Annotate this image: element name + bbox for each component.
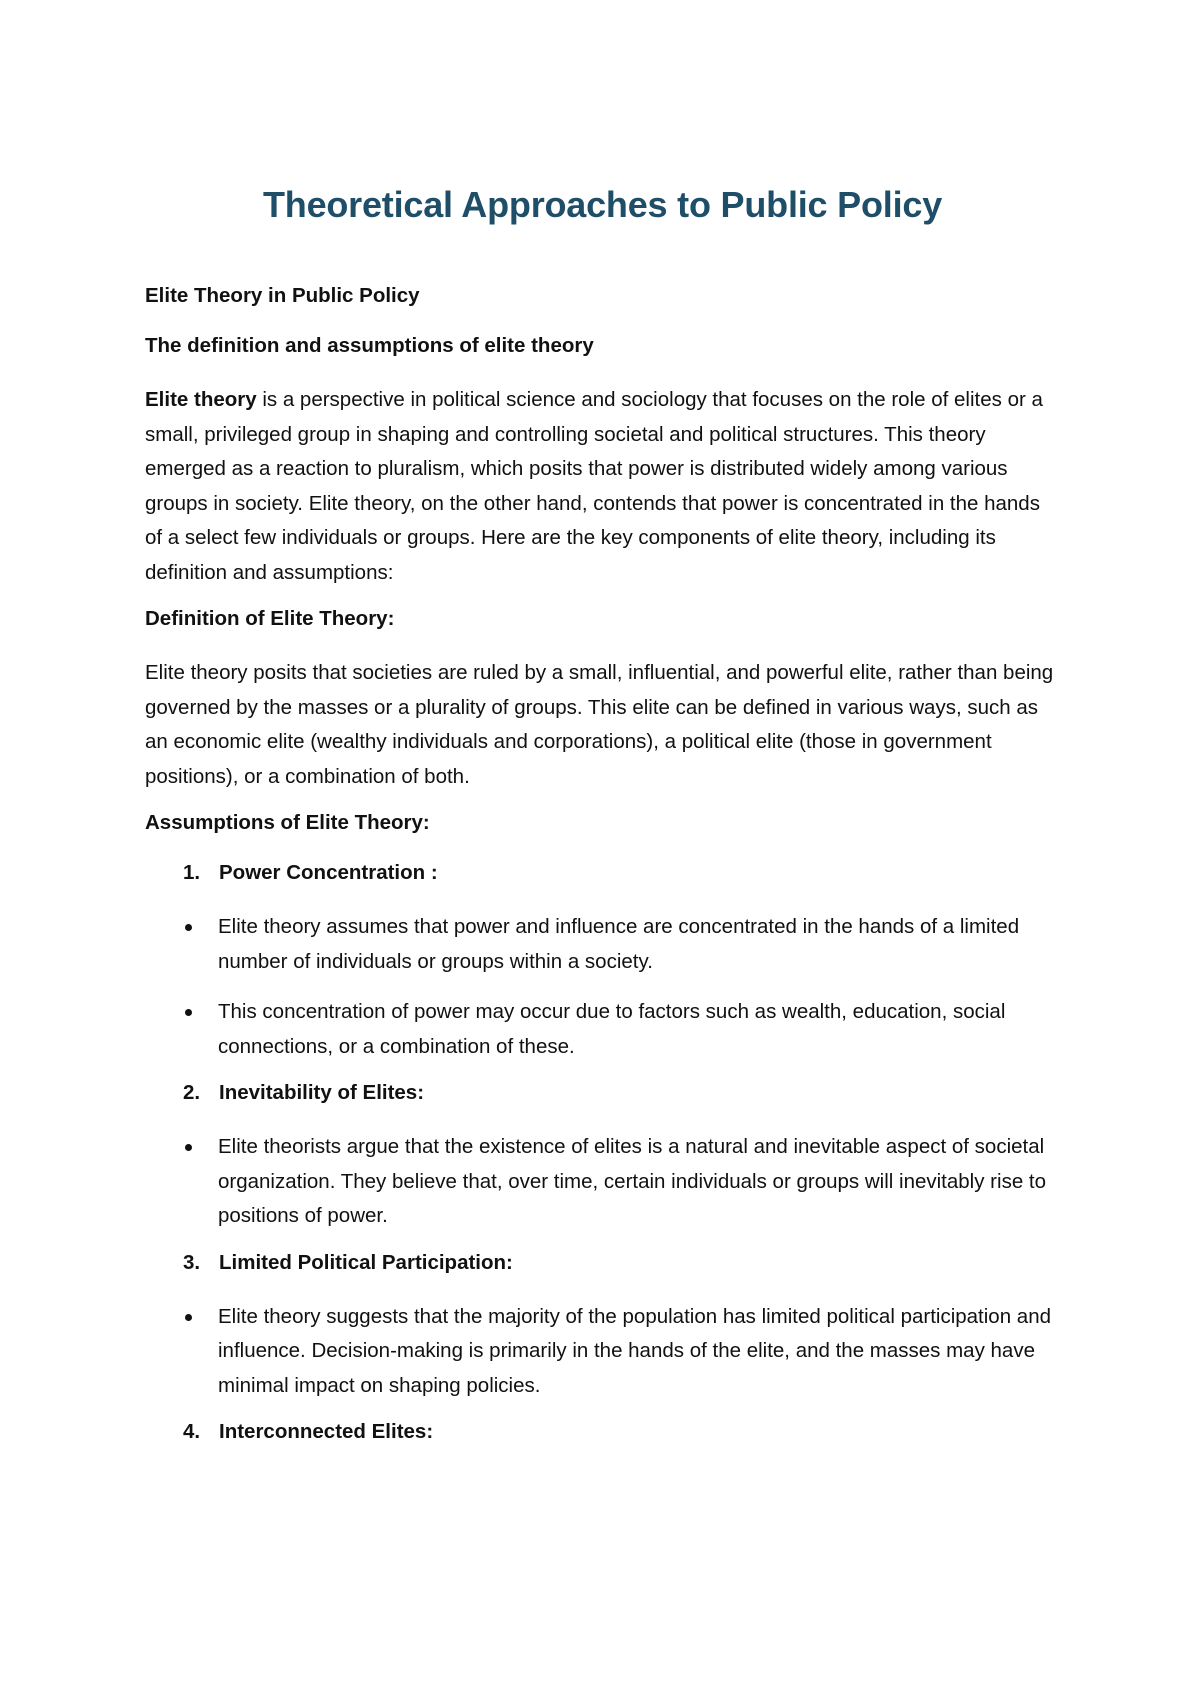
assumption-item: [145, 860, 1060, 886]
intro-bold-lead: Elite theory: [145, 388, 257, 411]
bullet-icon: [145, 910, 218, 979]
bullet-icon: [145, 995, 218, 1064]
subheading: The definition and assumptions of elite theory: [145, 334, 594, 357]
bullet-text: Elite theory suggests that the majority of the population has limited political participation and influence. Decision-making is primarily in the hands of the elite, and the masses may have minimal impact on shaping policies.: [218, 1304, 1052, 1397]
assumption-item: [145, 1419, 1060, 1445]
assumption-number: 1.: [183, 861, 201, 884]
bullet-text: This concentration of power may occur due to factors such as wealth, education, social connections, or a combination of these.: [218, 1000, 1006, 1058]
section-heading: Elite Theory in Public Policy: [145, 284, 420, 307]
assumption-label: Power Concentration :: [219, 861, 438, 884]
assumption-label: Interconnected Elites:: [219, 1420, 434, 1443]
definition-paragraph: Elite theory posits that societies are ruled by a small, influential, and powerful elite, rather than being governed by the masses or a plurality of groups. This elite can be defined in various ways, such as an economic elite (wealthy individuals and corporations), a political elite (those in government positions), or a combination of both.: [145, 661, 1054, 788]
document-title: Theoretical Approaches to Public Policy: [262, 184, 943, 225]
assumption-label: Limited Political Participation:: [219, 1250, 513, 1274]
assumption-item: [145, 1080, 1060, 1106]
bullet-item: [145, 1300, 1060, 1404]
intro-text: is a perspective in political science and sociology that focuses on the role of elites or a small, privileged group in shaping and controlling societal and political structures. This theory emerged as a reaction to pluralism, which posits that power is distributed widely among various groups in society. Elite theory, on the other hand, contends that power is concentrated in the hands of a select few individuals or groups. Here are the key components of elite theory, including its definition and assumptions:: [145, 388, 1043, 584]
intro-paragraph: [145, 383, 1060, 590]
assumption-number: 2.: [183, 1081, 201, 1104]
bullet-item: [145, 910, 1060, 979]
definition-heading: Definition of Elite Theory:: [145, 607, 395, 630]
bullet-icon: [145, 1130, 218, 1234]
bullet-text: Elite theory assumes that power and influence are concentrated in the hands of a limited number of individuals or groups within a society.: [218, 915, 1020, 973]
assumption-number: 3.: [183, 1250, 201, 1274]
bullet-text: Elite theorists argue that the existence of elites is a natural and inevitable aspect of societal organization. They believe that, over time, certain individuals or groups will inevitably rise to positions of power.: [218, 1135, 1047, 1227]
assumption-item: [145, 1250, 1060, 1276]
assumption-number: 4.: [183, 1420, 201, 1443]
bullet-icon: [145, 1300, 218, 1404]
bullet-item: [145, 1130, 1060, 1234]
bullet-item: [145, 995, 1060, 1064]
assumption-label: Inevitability of Elites:: [219, 1081, 425, 1104]
assumptions-heading: Assumptions of Elite Theory:: [145, 811, 430, 834]
